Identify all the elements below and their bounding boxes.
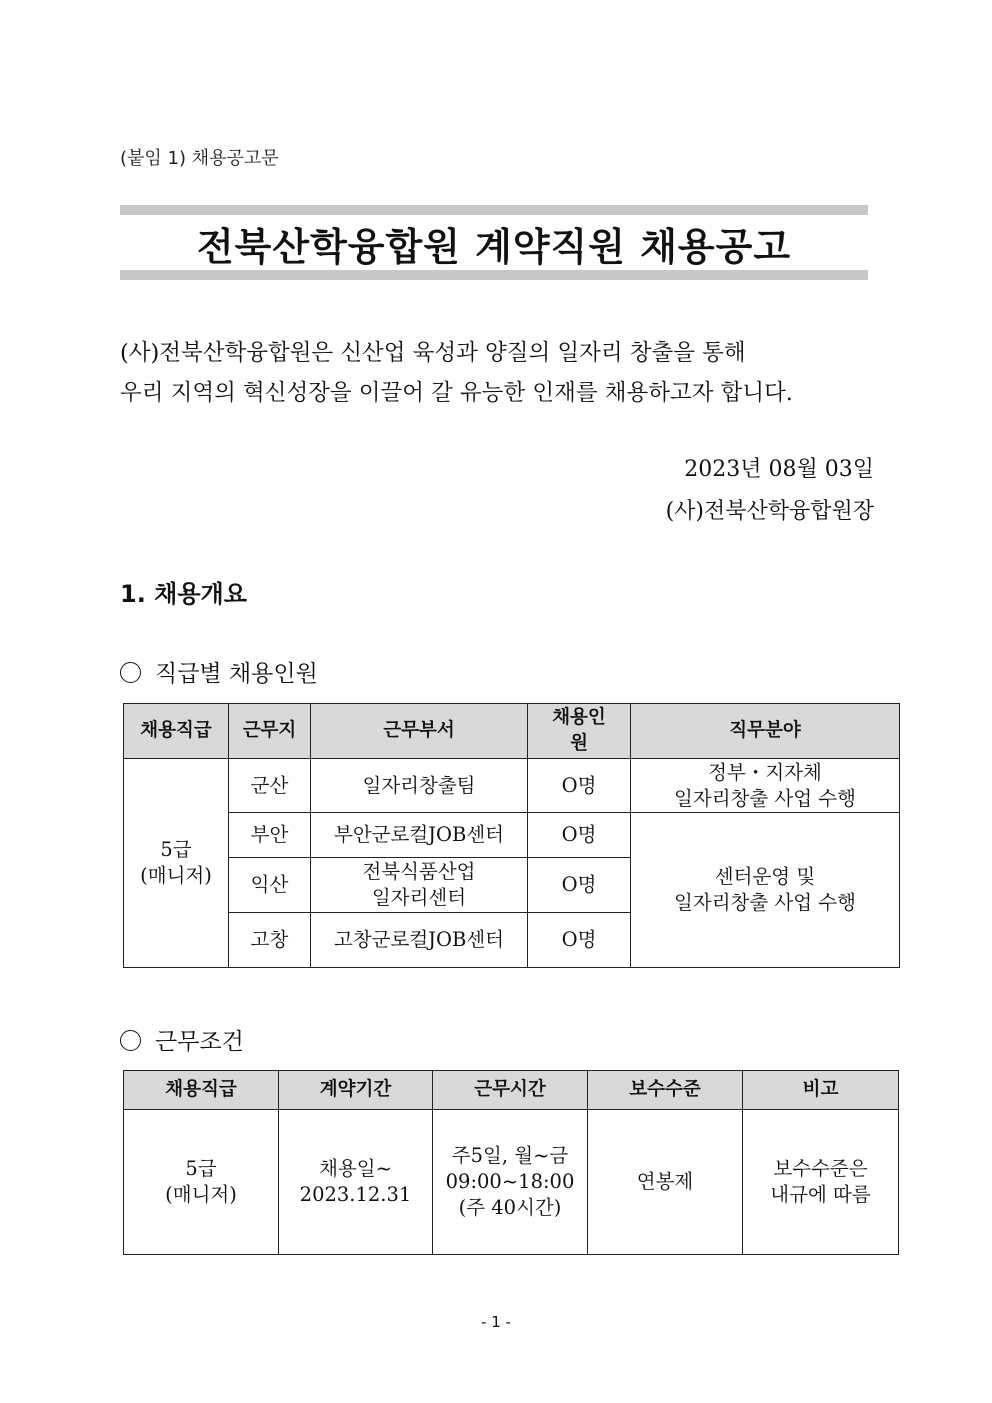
subsection-working-conditions-label: 근무조건 [155,1029,244,1055]
circle-bullet-icon [120,662,141,683]
working-conditions-table [123,1070,899,1255]
circle-bullet-icon [120,1030,141,1051]
table-row [124,759,900,813]
location-cell: 부안 [229,813,311,858]
page-number: - 1 - [481,1313,511,1331]
section-heading-recruitment-overview: 1. 채용개요 [120,580,247,608]
count-cell: O명 [528,858,631,913]
table-row [124,1110,899,1255]
table-header: 계약기간 [279,1071,433,1110]
location-cell: 고창 [229,913,311,968]
department-cell: 일자리창출팀 [311,759,528,813]
table-header: 근무지 [229,704,311,759]
attachment-label: (붙임 1) 채용공고문 [120,148,279,169]
count-cell: O명 [528,759,631,813]
table-header: 보수수준 [588,1071,743,1110]
title-bar-top [120,205,868,215]
subsection-headcount-label: 직급별 채용인원 [155,661,318,687]
location-cell: 군산 [229,759,311,813]
title-bar-bottom [120,270,868,280]
subsection-headcount [120,655,318,688]
salary-cell: 연봉제 [588,1110,743,1255]
duty-cell: 센터운영 및 일자리창출 사업 수행 [631,813,900,968]
intro-line-2: 우리 지역의 혁신성장을 이끌어 갈 유능한 인재를 채용하고자 합니다. [120,380,793,406]
department-cell: 부안군로컬JOB센터 [311,813,528,858]
table-header: 채용직급 [124,1071,279,1110]
table-header: 채용직급 [124,704,229,759]
department-cell: 고창군로컬JOB센터 [311,913,528,968]
organization-name: (사)전북산학융합원장 [665,499,874,524]
table-header: 근무시간 [433,1071,588,1110]
remarks-cell: 보수수준은 내규에 따름 [743,1110,899,1255]
department-cell: 전북식품산업 일자리센터 [311,858,528,913]
duty-cell: 정부・지자체 일자리창출 사업 수행 [631,759,900,813]
intro-line-1: (사)전북산학융합원은 신산업 육성과 양질의 일자리 창출을 통해 [120,340,746,366]
location-cell: 익산 [229,858,311,913]
subsection-working-conditions [120,1023,244,1056]
announcement-date: 2023년 08월 03일 [684,457,874,482]
grade-cell: 5급 (매니저) [124,759,229,968]
intro-paragraph [120,333,875,413]
count-cell: O명 [528,913,631,968]
count-cell: O명 [528,813,631,858]
grade-cell: 5급 (매니저) [124,1110,279,1255]
page-title: 전북산학융합원 계약직원 채용공고 [196,225,792,269]
contract-period-cell: 채용일~ 2023.12.31 [279,1110,433,1255]
table-header: 직무분야 [631,704,900,759]
working-hours-cell: 주5일, 월~금 09:00~18:00 (주 40시간) [433,1110,588,1255]
table-row [124,813,900,858]
headcount-table [123,703,900,968]
table-header: 채용인 원 [528,704,631,759]
table-header: 근무부서 [311,704,528,759]
table-header: 비고 [743,1071,899,1110]
